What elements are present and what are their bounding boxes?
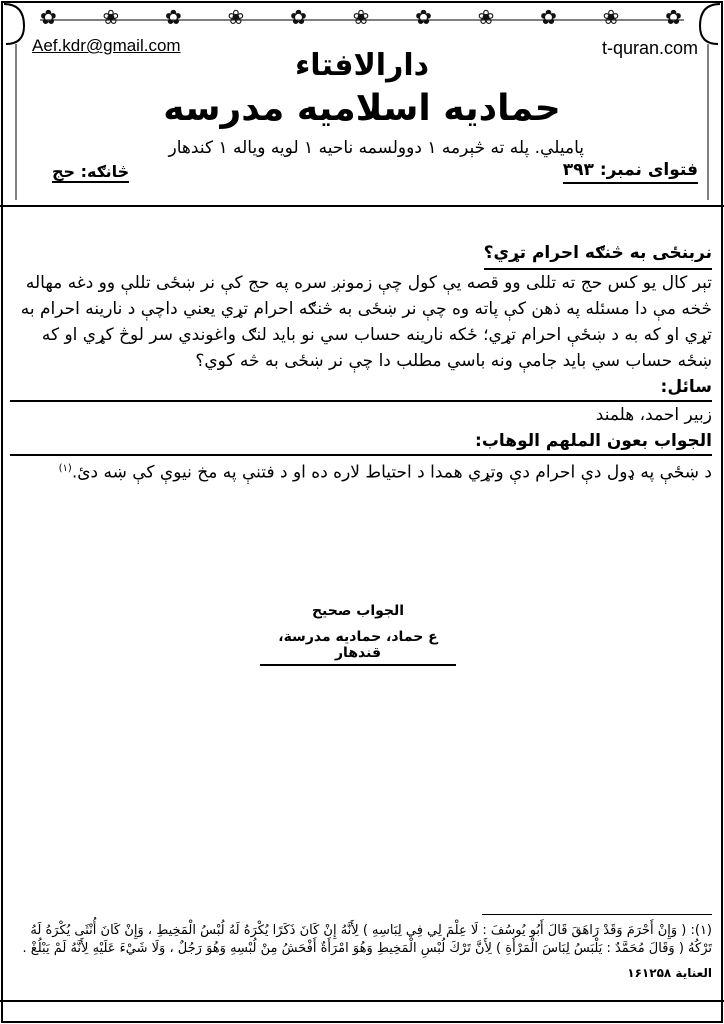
ornament-icon: ❀ xyxy=(227,5,247,29)
institution-subtitle: دارالافتاء xyxy=(294,48,430,83)
answer-heading: الجواب بعون الملهم الوهاب: xyxy=(10,428,712,456)
signature-name: ع حماد، حمادیه مدرسة، قندهار xyxy=(260,629,456,666)
footnote xyxy=(10,922,712,982)
chapter-label: څانګه: حج xyxy=(52,162,130,181)
answer-body: د ښځې په ډول دې احرام دې وتړي همدا د احتیاط لاره ده او د فتنې په مخ نیوې کې ښه دئ. xyxy=(71,462,712,483)
website-link[interactable]: t-quran.com xyxy=(601,38,698,58)
footnote-divider xyxy=(482,914,712,915)
signature-block xyxy=(260,603,456,666)
ornament-icon: ✿ xyxy=(165,5,184,29)
header-divider xyxy=(0,205,724,207)
ornament-icon: ❀ xyxy=(602,5,622,29)
footer-divider xyxy=(0,1000,724,1002)
signature-title: الجواب صحیح xyxy=(311,603,405,619)
question-heading: نربنځی به څنګه احرام تړي؟ xyxy=(484,240,712,270)
fatwa-body xyxy=(10,240,712,486)
top-ornament xyxy=(40,4,684,30)
ornament-icon: ❀ xyxy=(352,5,372,29)
address-line: پامیلي. پله ته څېرمه ۱ دوولسمه ناحیه ۱ لویه ویاله ۱ کندهار xyxy=(168,138,584,158)
ornament-icon: ✿ xyxy=(290,5,309,29)
ornament-icon: ✿ xyxy=(40,5,59,29)
institution-title: حمادیه اسلامیه مدرسه xyxy=(163,88,561,129)
footnote-marker: (۱) xyxy=(58,463,72,474)
ornament-icon: ✿ xyxy=(540,5,559,29)
question-text: تېر کال یو کس حج ته تللی وو قصه یې کول چې زمونږ سره په حج کې نر ښځی تللې وو دغه مهاله څخه مې دا مسئله په ذهن کې پاته وه چې نر ښځی به څنګه احرام تړي یعني داچې د نارینه احرام به تړي او که به د ښځې احرام تړي؛ ځکه نارینه حساب سي نو باید لنګ واغوندي سر لوڅ کړي او که ښځه حساب سي باید جامې ونه باسي مطلب دا چې نر ښځی به څه کوي؟ xyxy=(20,273,712,371)
ornament-icon: ✿ xyxy=(415,5,434,29)
footnote-text: (۱): ( وَإِنْ أَحْرَمَ وَقَدْ رَاهَقَ قَالَ أَبُو يُوسُفَ : لَا عِلْمَ لِي فِي لِبَاسِهِ ) لِأَنَّهُ إِنْ كَانَ ذَكَرًا يُكْرَهُ لَهُ لُبْسُ الْمَخِيطِ ، وَإِنْ كَانَ أُنْثَى يُكْرَهُ لَهُ تَرْكُهُ ( وَقَالَ مُحَمَّدٌ : يَلْبَسُ لِبَاسَ الْمَرْأَةِ ) لِأَنَّ تَرْكَ لُبْسِ الْمَخِيطِ وَهُوَ امْرَأَةٌ أَفْحَشُ مِنْ لُبْسِهِ وَهُوَ رَجُلٌ ، وَلَا شَيْءَ عَلَيْهِ لِأَنَّهُ لَمْ يَبْلُغْ . xyxy=(22,923,712,956)
ornament-icon: ❀ xyxy=(477,5,497,29)
email-link[interactable]: Aef.kdr@gmail.com xyxy=(32,36,181,55)
ornament-icon: ❀ xyxy=(102,5,122,29)
asker-name: زبیر احمد، هلمند xyxy=(595,405,712,425)
fatwa-number: فتوای نمبر: ۳۹۳ xyxy=(563,160,698,184)
footnote-reference: العنایة ۱۶۱۲۵۸ xyxy=(627,966,712,980)
ornament-icon: ✿ xyxy=(665,5,684,29)
answer-text xyxy=(10,456,712,486)
asker-label: سائل: xyxy=(10,374,712,402)
